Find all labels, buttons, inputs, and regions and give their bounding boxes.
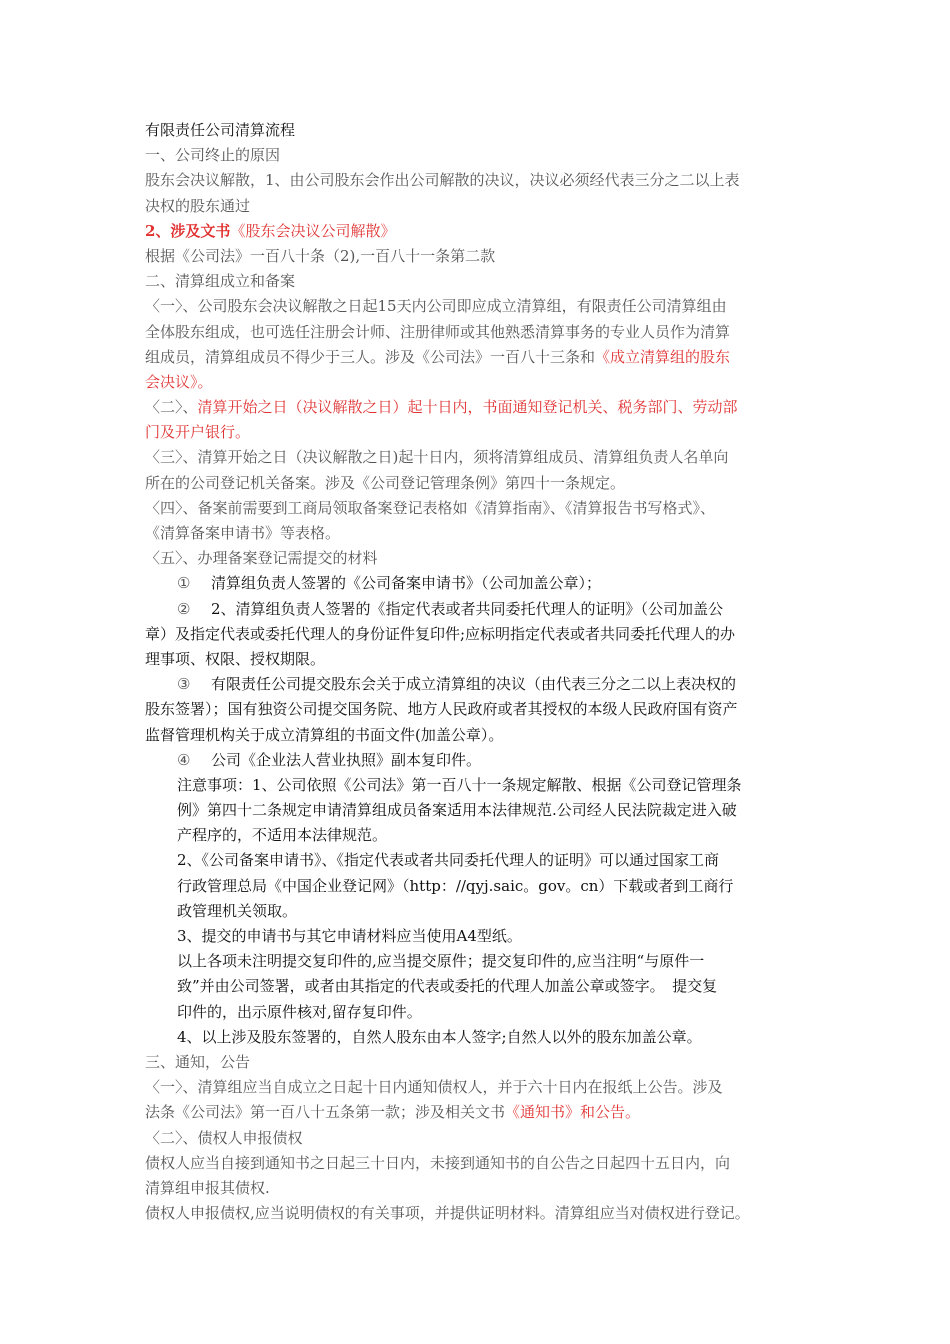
item-text: 公司《企业法人营业执照》副本复印件。 [211,750,482,769]
highlight-text: 清算开始之日（决议解散之日）起十日内，书面通知登记机关、税务部门、劳动部 [197,398,738,417]
item-prefix: 〈二〉、 [145,398,198,417]
item-text: 2、清算组负责人签署的《指定代表或者共同委托代理人的证明》（公司加盖公 [211,599,724,618]
material-item-1 [145,571,823,596]
paragraph-line: 理事项、权限、授权期限。 [145,649,326,668]
note-line: 例》第四十二条规定申请清算组成员备案适用本法律规范.公司经人民法院裁定进入破 [177,801,737,820]
paragraph-line: 《清算备案申请书》等表格。 [145,524,341,542]
item-number: ① [177,574,191,593]
subsection-heading: 〈二〉、债权人申报债权 [145,1128,303,1147]
note-line: 注意事项：1、公司依照《公司法》第一百八十一条规定解散、根据《公司登记管理条 [177,775,742,794]
paragraph-line: 〈三〉、清算开始之日（决议解散之日)起十日内，须将清算组成员、清算组负责人名单向 [145,448,729,467]
paragraph-line: 所在的公司登记机关备案。涉及《公司登记管理条例》第四十一条规定。 [145,473,626,492]
document-title: 有限责任公司清算流程 [145,121,296,139]
paragraph-line [145,395,823,420]
section-2-heading: 二、清算组成立和备案 [145,272,296,291]
reference-document: 《股东会决议公司解散》 [230,221,396,240]
paragraph-line: 股东会决议解散，1、由公司股东会作出公司解散的决议，决议必须经代表三分之二以上表 [145,171,740,190]
note-line: 以上各项未注明提交复印件的,应当提交原件；提交复印件的,应当注明“与原件一 [177,952,705,971]
item-number: ④ [177,750,191,769]
material-item-4 [145,748,823,773]
paragraph-line: 债权人申报债权,应当说明债权的有关事项，并提供证明材料。清算组应当对债权进行登记。 [145,1204,750,1223]
note-line: 印件的，出示原件核对,留存复印件。 [177,1002,422,1021]
paragraph-line: 〈一〉、清算组应当自成立之日起十日内通知债权人，并于六十日内在报纸上公告。涉及 [145,1078,723,1097]
highlight-text: 门及开户银行。 [145,423,251,442]
note-line: 产程序的，不适用本法律规范。 [177,826,388,845]
item-number: ③ [177,675,191,694]
note-line: 4、以上涉及股东签署的，自然人股东由本人签字;自然人以外的股东加盖公章。 [177,1027,702,1046]
section-3-heading: 三、通知，公告 [145,1052,251,1071]
reference-document: 《通知书》和公告。 [505,1103,641,1122]
paragraph-line: 股东签署）；国有独资公司提交国务院、地方人民政府或者其授权的本级人民政府国有资产 [145,700,738,719]
reference-document: 《成立清算组的股东 [595,347,731,366]
note-line: 政管理机关领取。 [177,901,298,920]
paragraph-line [145,345,823,370]
paragraph-line [145,1100,823,1125]
document-reference-line [145,219,823,244]
material-item-3 [145,672,823,697]
paragraph-line: 全体股东组成，也可选任注册会计师、注册律师或其他熟悉清算事务的专业人员作为清算 [145,322,731,341]
item-text: 清算组负责人签署的《公司备案申请书》（公司加盖公章）； [211,574,602,593]
document-page [145,118,823,1226]
subsection-heading: 〈五〉、办理备案登记需提交的材料 [145,549,378,568]
paragraph-line: 决权的股东通过 [145,196,251,215]
item-number: ② [177,599,191,618]
item-text: 有限责任公司提交股东会关于成立清算组的决议（由代表三分之二以上表决权的 [211,675,737,694]
reference-prefix: 2、涉及文书 [145,221,231,240]
paragraph-line: 〈一〉、公司股东会决议解散之日起15天内公司即应成立清算组，有限责任公司清算组由 [145,297,727,316]
note-line: 3、提交的申请书与其它申请材料应当使用A4型纸。 [177,927,522,945]
paragraph-line: 清算组申报其债权. [145,1178,270,1197]
paragraph-line: 债权人应当自接到通知书之日起三十日内，未接到通知书的自公告之日起四十五日内，向 [145,1153,731,1172]
reference-document: 会决议》。 [145,372,213,391]
paragraph-text: 组成员，清算组成员不得少于三人。涉及《公司法》一百八十三条和 [145,347,596,366]
note-line: 致”并由公司签署，或者由其指定的代表或委托的代理人加盖公章或签字。 提交复 [177,977,718,996]
paragraph-line: 〈四〉、备案前需要到工商局领取备案登记表格如《清算指南》、《清算报告书写格式》、 [145,498,716,517]
note-line: 行政管理总局《中国企业登记网》（http：//qyj.saic。gov。cn）下载或者到工商行 [177,876,734,895]
paragraph-line: 根据《公司法》一百八十条（2),一百八十一条第二款 [145,246,496,265]
paragraph-line: 章）及指定代表或委托代理人的身份证件复印件;应标明指定代表或者共同委托代理人的办 [145,624,736,643]
note-line: 2、《公司备案申请书》、《指定代表或者共同委托代理人的证明》可以通过国家工商 [177,851,720,870]
paragraph-line: 监督管理机构关于成立清算组的书面文件(加盖公章）。 [145,725,504,744]
section-1-heading: 一、公司终止的原因 [145,146,281,165]
paragraph-text: 法条《公司法》第一百八十五条第一款；涉及相关文书 [145,1103,506,1122]
material-item-2 [145,597,823,622]
